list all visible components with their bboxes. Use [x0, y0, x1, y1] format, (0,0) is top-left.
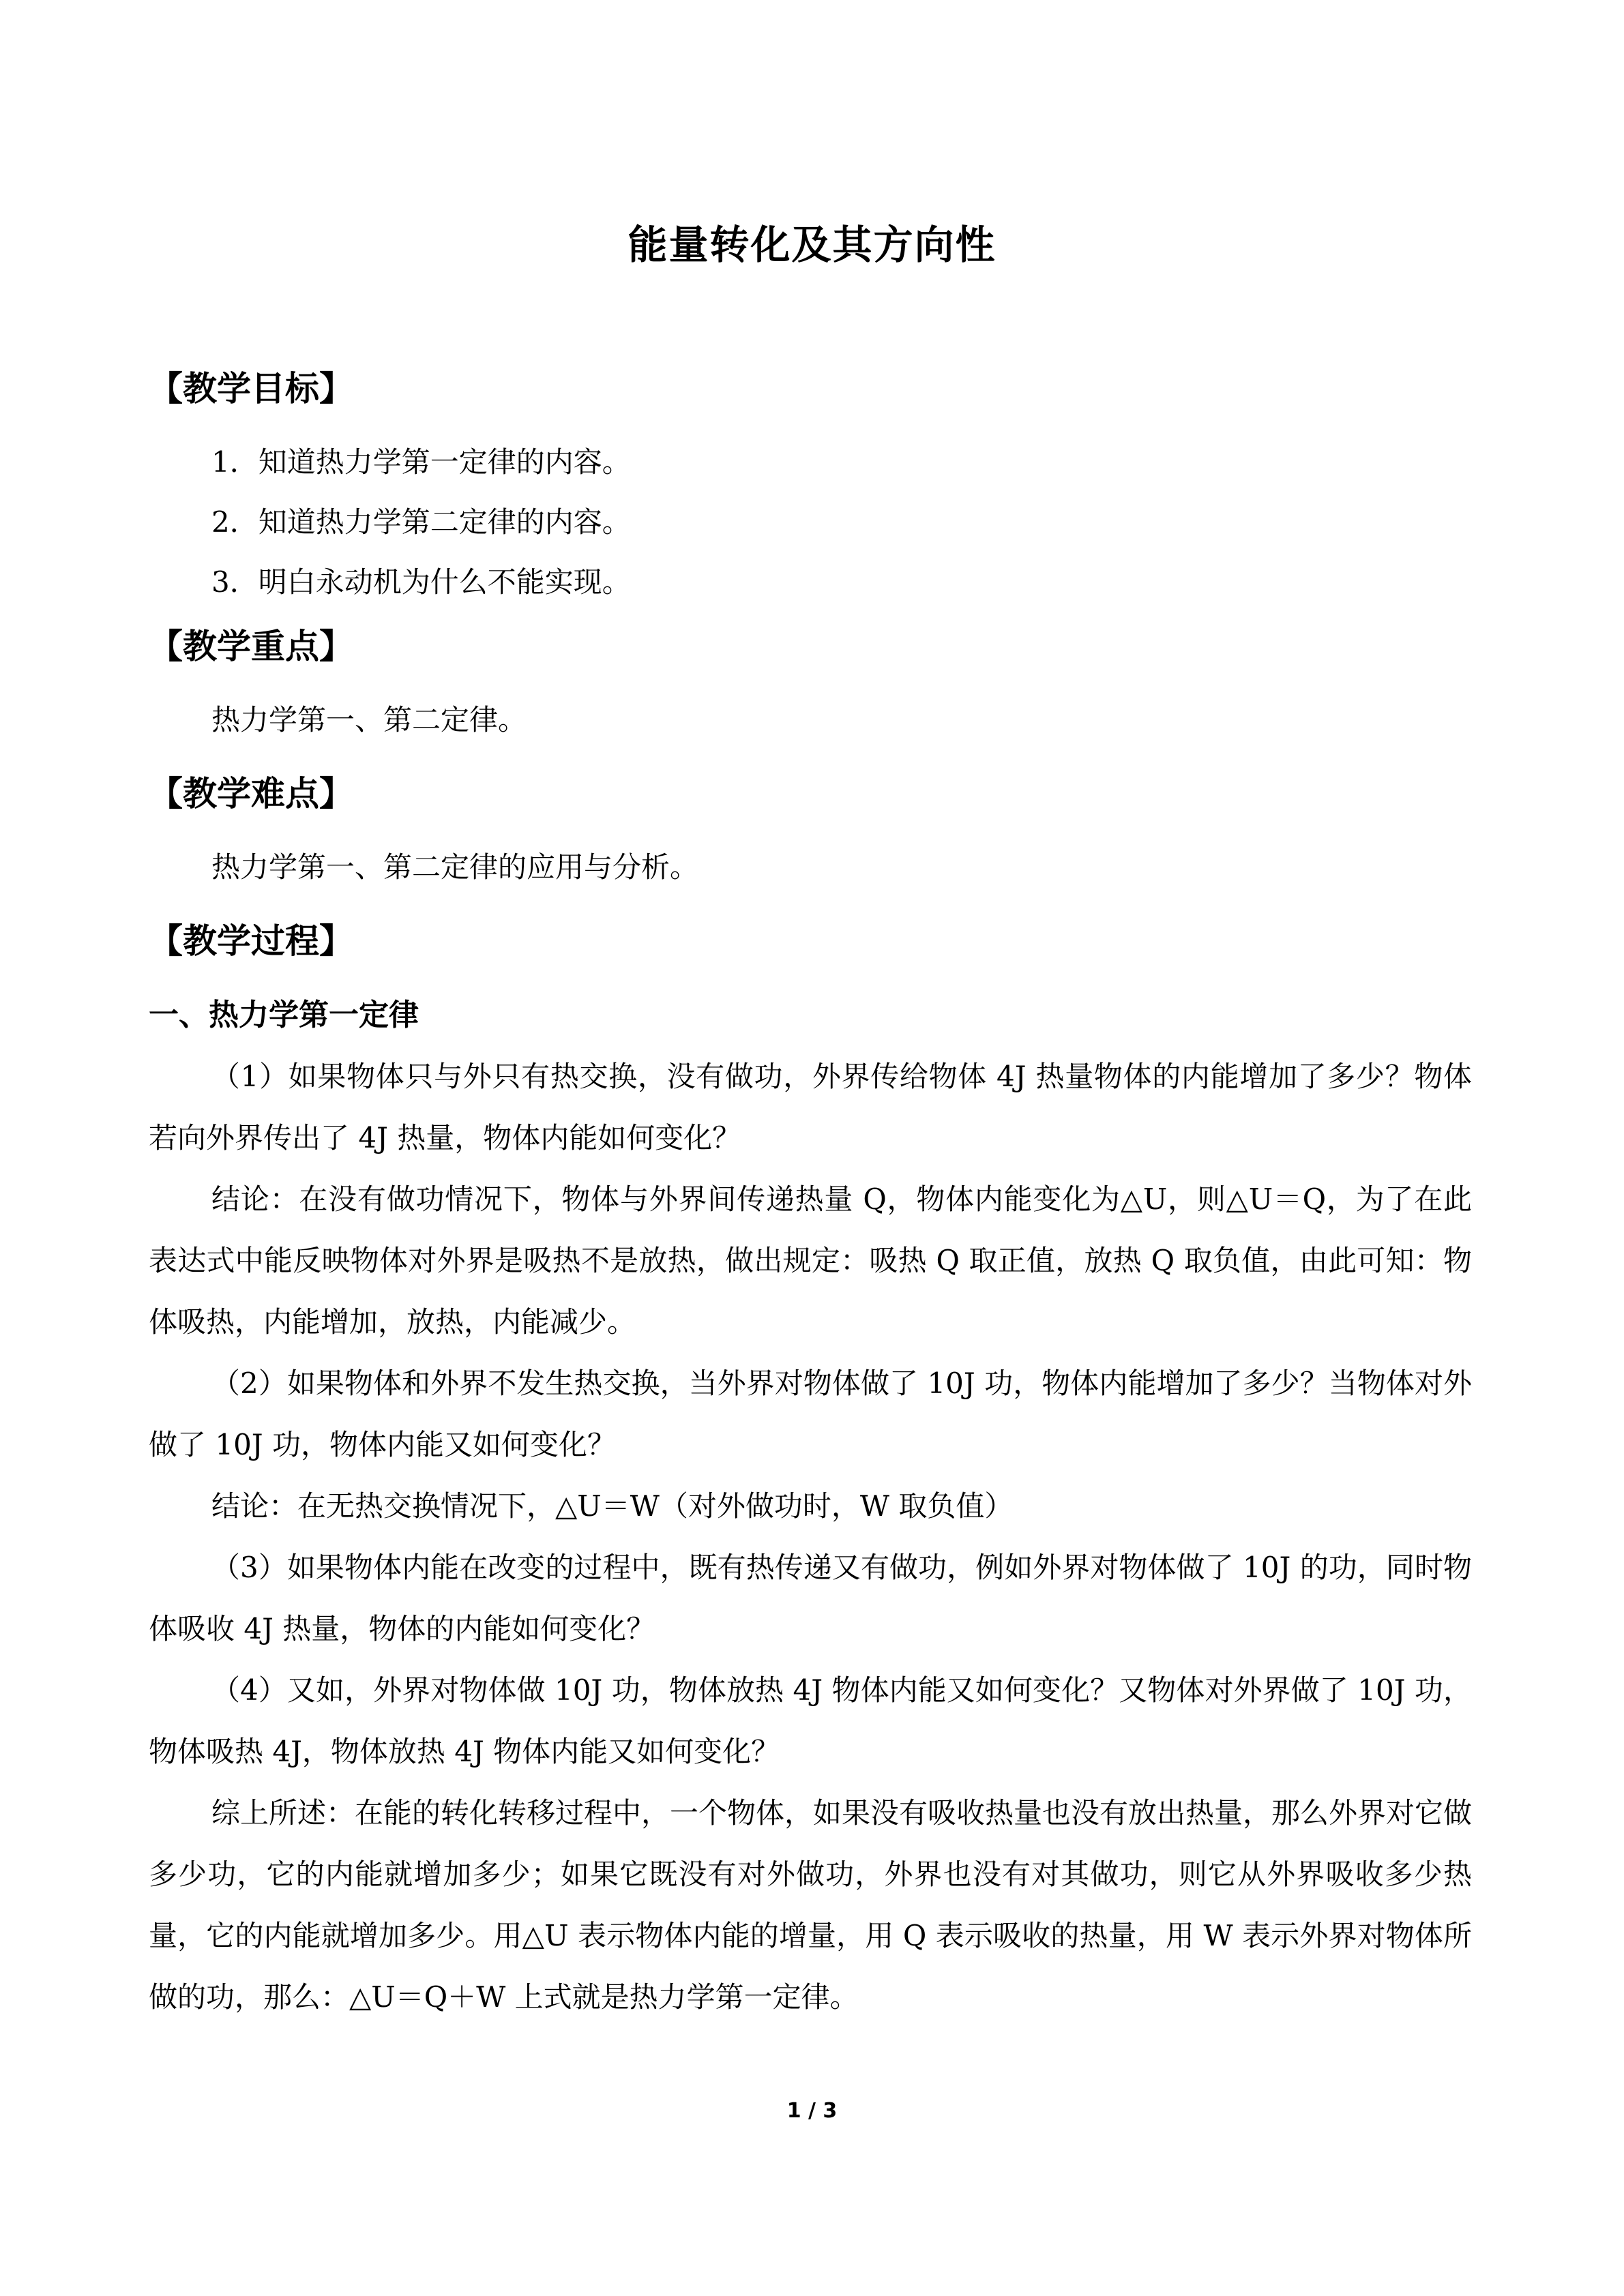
section-heading-objectives: 【教学目标】: [149, 369, 353, 408]
section-heading-key-points: 【教学重点】: [149, 627, 353, 666]
difficulties-text: 热力学第一、第二定律的应用与分析。: [211, 850, 699, 884]
section-heading-difficulties: 【教学难点】: [149, 774, 353, 814]
process-paragraph-7: 综上所述：在能的转化转移过程中，一个物体，如果没有吸收热量也没有放出热量，那么外界对它做多少功，它的内能就增加多少；如果它既没有对外做功，外界也没有对其做功，则它从外界吸收多少热量，它的内能就增加多少。用△U 表示物体内能的增量，用 Q 表示吸收的热量，用 W 表示外界对物体所做的功，那么：△U＝Q＋W 上式就是热力学第一定律。: [149, 1796, 1473, 2014]
process-paragraph-1: （1）如果物体只与外只有热交换，没有做功，外界传给物体 4J 热量物体的内能增加了多少？物体若向外界传出了 4J 热量，物体内能如何变化？: [149, 1060, 1472, 1154]
page-title: 能量转化及其方向性: [628, 222, 996, 268]
process-paragraph-5: （3）如果物体内能在改变的过程中，既有热传递又有做功，例如外界对物体做了 10J 的功，同时物体吸收 4J 热量，物体的内能如何变化？: [149, 1551, 1472, 1645]
subsection-heading-first-law: 一、热力学第一定律: [149, 998, 419, 1032]
key-points-text: 热力学第一、第二定律。: [211, 703, 527, 736]
objective-item-1: 1．知道热力学第一定律的内容。: [211, 445, 631, 479]
objective-item-3: 3．明白永动机为什么不能实现。: [211, 565, 631, 599]
document-body: [149, 355, 1472, 2028]
section-heading-process: 【教学过程】: [149, 921, 353, 961]
objective-item-2: 2．知道热力学第二定律的内容。: [211, 505, 631, 539]
process-paragraph-2: 结论：在没有做功情况下，物体与外界间传递热量 Q，物体内能变化为△U，则△U＝Q，为了在此表达式中能反映物体对外界是吸热不是放热，做出规定：吸热 Q 取正值，放热 Q 取负值，由此可知：物体吸热，内能增加，放热，内能减少。: [149, 1182, 1472, 1339]
page-number: 1 / 3: [786, 2099, 838, 2123]
process-paragraph-3: （2）如果物体和外界不发生热交换，当外界对物体做了 10J 功，物体内能增加了多少？当物体对外做了 10J 功，物体内能又如何变化？: [149, 1367, 1472, 1461]
process-paragraph-4: 结论：在无热交换情况下，△U＝W（对外做功时，W 取负值）: [211, 1489, 1014, 1523]
process-paragraph-6: （4）又如，外界对物体做 10J 功，物体放热 4J 物体内能又如何变化？又物体对外界做了 10J 功，物体吸热 4J，物体放热 4J 物体内能又如何变化？: [149, 1673, 1472, 1768]
